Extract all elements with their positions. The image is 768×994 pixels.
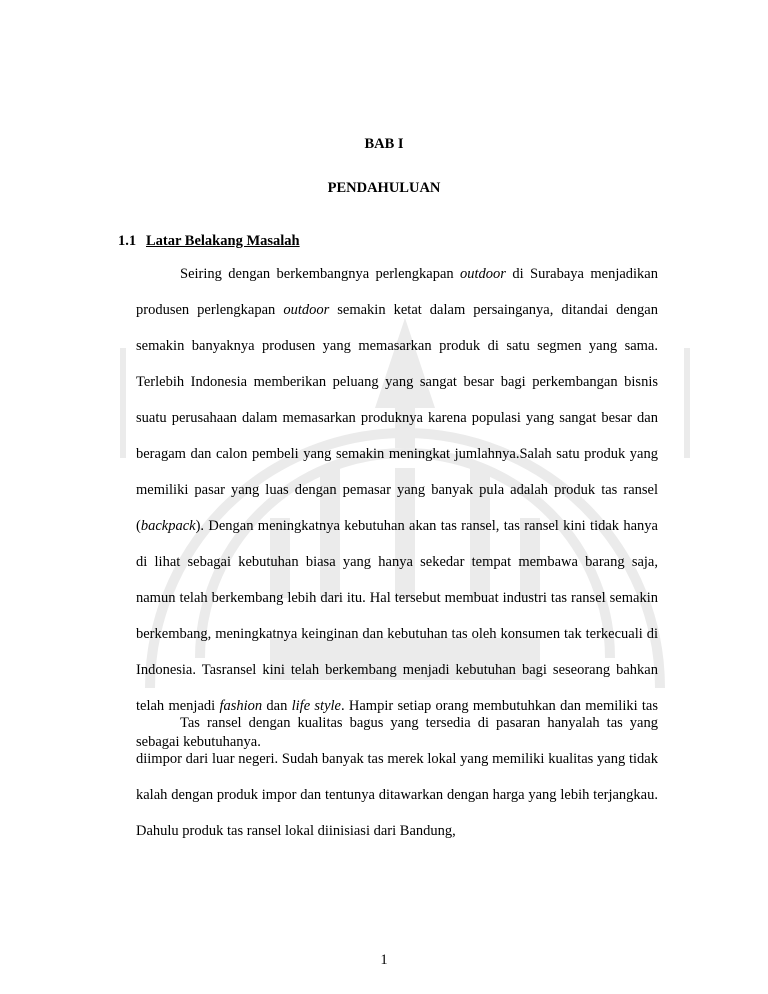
paragraph-1 [136, 256, 658, 760]
section-title: Latar Belakang Masalah [146, 233, 300, 249]
paragraph-2-text: Tas ransel dengan kualitas bagus yang tersedia di pasaran hanyalah tas yang diimpor dari luar negeri. Sudah banyak tas merek lokal yang memiliki kualitas yang tidak kalah dengan produk impor dan tentunya ditawarkan dengan harga yang lebih terjangkau. Dahulu produk tas ransel lokal diinisiasi dari Bandung, [136, 715, 658, 839]
page-number: 1 [380, 952, 388, 968]
italic-term: outdoor [283, 302, 330, 318]
text-run: semakin ketat dalam persainganya, ditandai dengan semakin banyaknya produsen yang memasarkan produk di satu segmen yang sama. Terlebih Indonesia memberikan peluang yang sangat besar bagi perkembangan bisnis suatu perusahaan dalam memasarkan produknya karena populasi yang sangat besar dan beragam dan calon pembeli yang semakin meningkat jumlahnya.Salah satu produk yang memiliki pasar yang luas dengan pemasar yang banyak pula adalah produk tas ransel ( [136, 302, 658, 534]
text-run: Seiring dengan berkembangnya perlengkapan [180, 266, 461, 282]
text-run: di Surabaya menjadikan produsen perlengkapan [136, 266, 658, 318]
text-run: ). Dengan meningkatnya kebutuhan akan tas ransel, tas ransel kini tidak hanya di lihat sebagai kebutuhan biasa yang hanya sekedar tempat membawa barang saja, namun telah berkembang lebih dari itu. Hal tersebut membuat industri tas ransel semakin berkembang, meningkatnya keinginan dan kebutuhan tas oleh konsumen tak terkecuali di Indonesia. Tasransel kini telah berkembang menjadi kebutuhan bagi seseorang bahkan telah menjadi [136, 518, 658, 714]
text-run: . Hampir setiap orang membutuhkan dan memiliki tas sebagai kebutuhanya. [136, 698, 659, 750]
italic-term: backpack [140, 518, 196, 534]
text-run: dan [262, 698, 292, 714]
italic-term: life style [291, 698, 341, 714]
chapter-number: BAB I [364, 136, 404, 152]
italic-term: outdoor [460, 266, 506, 282]
section-number: 1.1 [118, 233, 137, 249]
chapter-title: PENDAHULUAN [327, 180, 441, 196]
paragraph-2 [136, 705, 658, 849]
italic-term: fashion [219, 698, 263, 714]
section-heading [118, 233, 300, 250]
